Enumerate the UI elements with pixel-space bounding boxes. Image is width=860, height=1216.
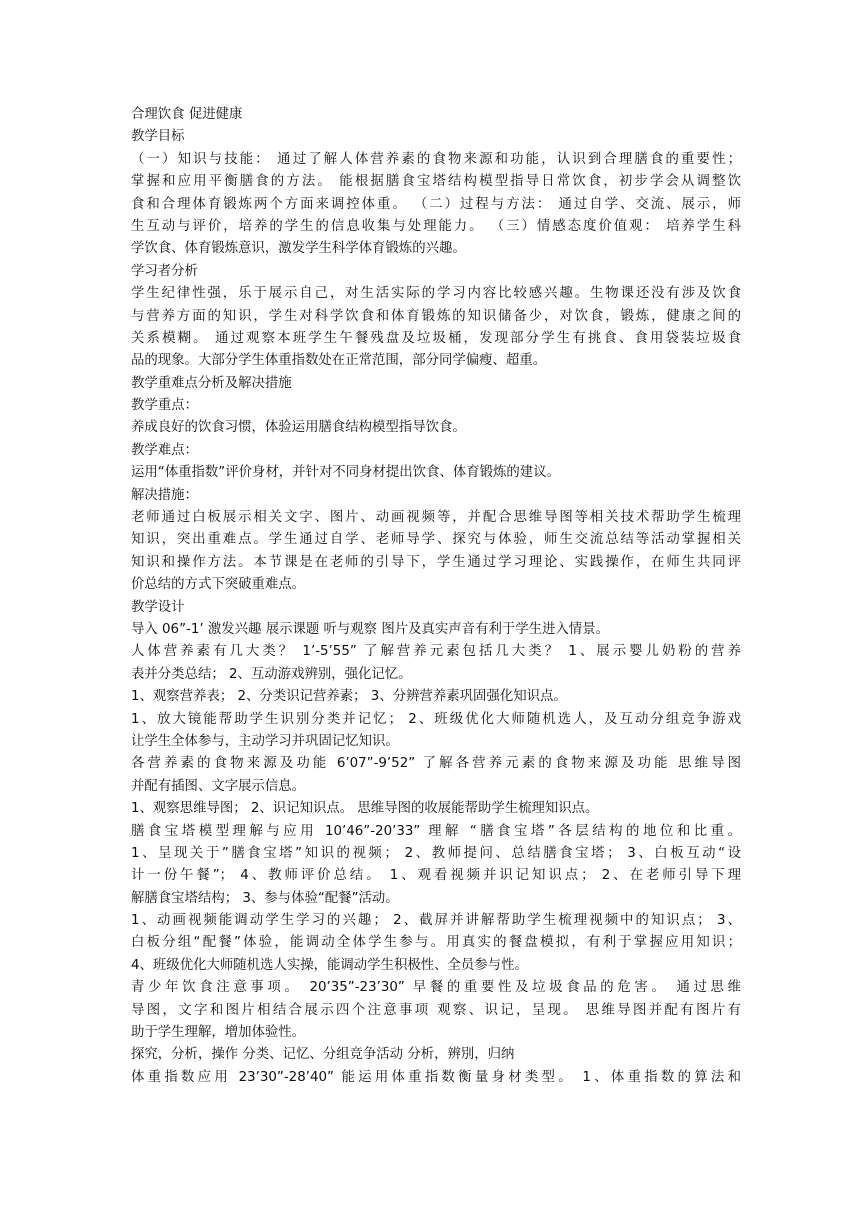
text-line: 教学重难点分析及解决措施 [131, 375, 292, 391]
text-line: 价总结的方式下突破重难点。 [131, 577, 306, 593]
text-line: 食和合理体育锻炼两个方面来调控体重。 （二）过程与方法： 通过自学、交流、展示，师 [131, 196, 741, 212]
text-line: 合理饮食 促进健康 [131, 107, 243, 122]
text-line: 各营养素的食物来源及功能 6’07”-9’52” 了解各营养元素的食物来源及功能 思维导图 [131, 756, 741, 772]
text-line: 表并分类总结； 2、互动游戏辨别，强化记忆。 [131, 666, 412, 682]
text-line: 1、呈现关于”膳食宝塔”知识的视频； 2、教师提问、总结膳食宝塔； 3、白板互动“设 [131, 845, 741, 861]
text-line: 解膳食宝塔结构； 3、参与体验“配餐”活动。 [131, 890, 399, 906]
text-line: 知识，突出重难点。学生通过自学、老师导学、探究与体验，师生交流总结等活动掌握相关 [131, 532, 741, 548]
text-line: 知识和操作方法。本节课是在老师的引导下，学生通过学习理论、实践操作，在师生共同评 [131, 554, 741, 570]
text-line: 1、动画视频能调动学生学习的兴趣； 2、截屏并讲解帮助学生梳理视频中的知识点； 3、 [131, 913, 741, 929]
text-line: 1、观察思维导图； 2、识记知识点。 思维导图的收展能帮助学生梳理知识点。 [131, 801, 599, 817]
text-line: 人体营养素有几大类？ 1’-5’55” 了解营养元素包括几大类？ 1、展示婴儿奶粉的营养 [131, 644, 741, 660]
text-line: （一）知识与技能： 通过了解人体营养素的食物来源和功能，认识到合理膳食的重要性； [131, 151, 741, 167]
text-line: 解决措施： [131, 487, 198, 503]
text-line: 品的现象。大部分学生体重指数处在正常范围，部分同学偏瘦、超重。 [131, 353, 547, 369]
text-line: 让学生全体参与，主动学习并巩固记忆知识。 [131, 733, 399, 749]
text-line: 导图，文字和图片相结合展示四个注意事项 观察、识记，呈现。 思维导图并配有图片有 [131, 1002, 741, 1018]
text-line: 4、班级优化大师随机选人实操，能调动学生积极性、全员参与性。 [131, 957, 528, 973]
text-line: 学饮食、体育锻炼意识，激发学生科学体育锻炼的兴趣。 [131, 241, 466, 257]
text-line: 教学设计 [131, 599, 185, 615]
text-line: 与营养方面的知识，学生对科学饮食和体育锻炼的知识储备少，对饮食，锻炼，健康之间的 [131, 308, 741, 324]
text-line: 教学难点： [131, 442, 198, 458]
text-line: 导入 06”-1’ 激发兴趣 展示课题 听与观察 图片及真实声音有利于学生进入情景。 [131, 621, 609, 637]
text-line: 教学目标 [131, 129, 185, 145]
text-line: 并配有插图、文字展示信息。 [131, 778, 306, 794]
text-line: 学生纪律性强，乐于展示自己，对生活实际的学习内容比较感兴趣。生物课还没有涉及饮食 [131, 286, 741, 302]
text-line: 学习者分析 [131, 263, 198, 279]
text-line: 掌握和应用平衡膳食的方法。 能根据膳食宝塔结构模型指导日常饮食，初步学会从调整饮 [131, 174, 741, 190]
text-line: 探究，分析，操作 分类、记忆、分组竞争活动 分析，辨別，归纳 [131, 1047, 515, 1063]
text-line: 膳食宝塔模型理解与应用 10’46”-20’33” 理解 “膳食宝塔”各层结构的地位和比重。 [131, 823, 741, 839]
text-line: 生互动与评价，培养的学生的信息收集与处理能力。 （三）情感态度价值观： 培养学生科 [131, 218, 741, 234]
text-line: 白板分组“配餐”体验，能调动全体学生参与。用真实的餐盘模拟，有利于掌握应用知识； [131, 935, 741, 951]
text-line: 青少年饮食注意事项。 20’35”-23’30” 早餐的重要性及垃圾食品的危害。 通过思维 [131, 980, 741, 996]
text-line: 1、放大镜能帮助学生识别分类并记忆； 2、班级优化大师随机选人，及互动分组竞争游戏 [131, 711, 741, 727]
document-body [131, 104, 741, 1089]
text-line: 1、观察营养表； 2、分类识记营养素； 3、分辨营养素巩固强化知识点。 [131, 689, 567, 705]
text-line: 运用“体重指数”评价身材，并针对不同身材提出饮食、体育锻炼的建议。 [131, 465, 560, 481]
text-line: 助于学生理解，增加体验性。 [131, 1025, 306, 1041]
text-line: 老师通过白板展示相关文字、图片、动画视频等，并配合思维导图等相关技术帮助学生梳理 [131, 510, 741, 526]
text-line: 关系模糊。 通过观察本班学生午餐残盘及垃圾桶，发现部分学生有挑食、食用袋装垃圾食 [131, 330, 741, 346]
text-line: 计一份午餐”； 4、教师评价总结。 1、观看视频并识记知识点； 2、在老师引导下理 [131, 868, 741, 884]
text-line: 体重指数应用 23’30”-28’40” 能运用体重指数衡量身材类型。 1、体重指数的算法和 [131, 1069, 741, 1085]
text-line: 教学重点： [131, 398, 198, 414]
text-line: 养成良好的饮食习惯，体验运用膳食结构模型指导饮食。 [131, 420, 466, 436]
